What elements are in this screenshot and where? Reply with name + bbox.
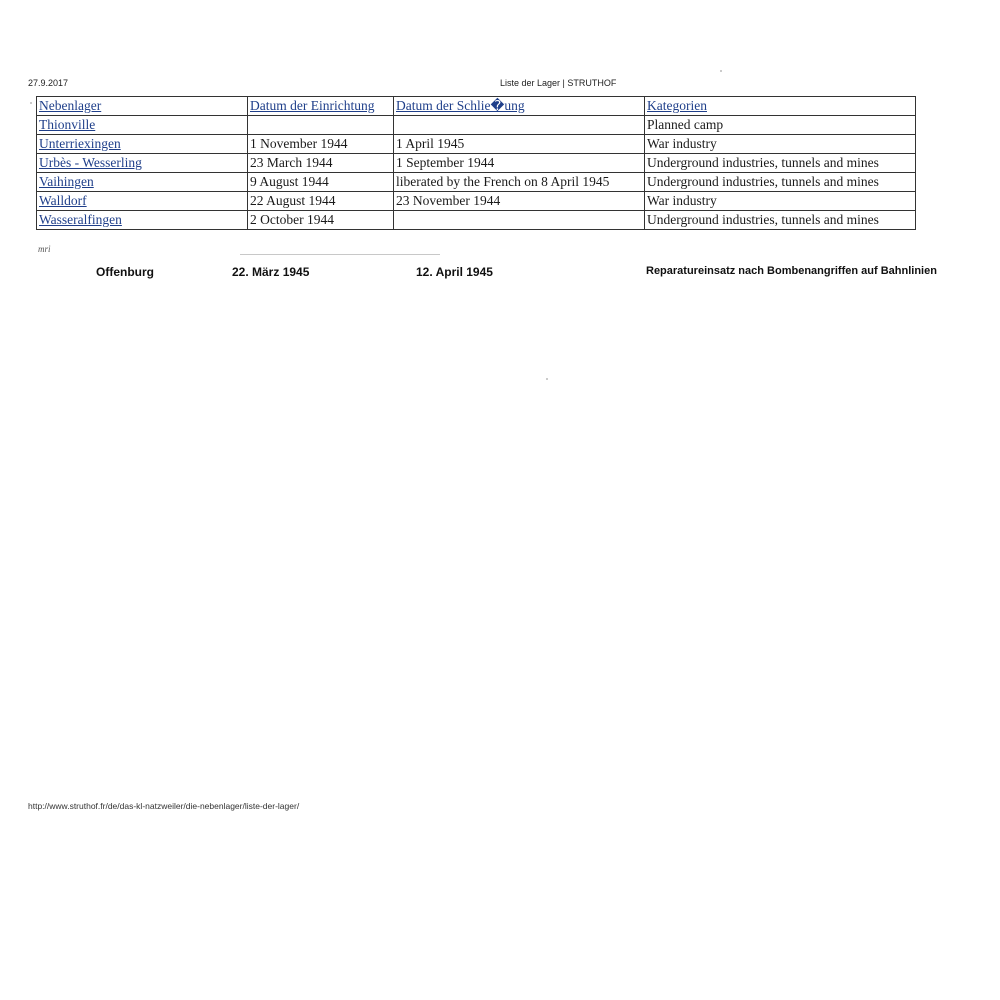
camp-name-link[interactable]: Thionville (37, 116, 248, 135)
table-row (37, 211, 916, 230)
closed-date (394, 116, 645, 135)
closed-date: liberated by the French on 8 April 1945 (394, 173, 645, 192)
scan-speck (546, 378, 548, 380)
table-row (37, 173, 916, 192)
appended-opened-date: 22. März 1945 (232, 265, 310, 279)
closed-date: 1 April 1945 (394, 135, 645, 154)
appended-closed-date: 12. April 1945 (416, 265, 493, 279)
table-row (37, 192, 916, 211)
appended-category: Reparatureinsatz nach Bombenangriffen auf Bahnlinien (646, 265, 937, 277)
table-header-row (37, 97, 916, 116)
subcamp-table (36, 96, 916, 230)
opened-date: 2 October 1944 (248, 211, 394, 230)
page-title: Liste der Lager | STRUTHOF (500, 78, 617, 88)
category: Underground industries, tunnels and mines (645, 173, 916, 192)
category: War industry (645, 192, 916, 211)
category: Planned camp (645, 116, 916, 135)
column-header-opened[interactable]: Datum der Einrichtung (248, 97, 394, 116)
table-row (37, 135, 916, 154)
table-row (37, 154, 916, 173)
table-row (37, 116, 916, 135)
camp-name-link[interactable]: Vaihingen (37, 173, 248, 192)
closed-date: 1 September 1944 (394, 154, 645, 173)
source-url: http://www.struthof.fr/de/das-kl-natzweiler/die-nebenlager/liste-der-lager/ (28, 801, 300, 811)
column-header-categories[interactable]: Kategorien (645, 97, 916, 116)
scan-speck (720, 70, 722, 72)
handwritten-scribble: mri (38, 244, 51, 254)
opened-date: 9 August 1944 (248, 173, 394, 192)
camp-name-link[interactable]: Walldorf (37, 192, 248, 211)
opened-date (248, 116, 394, 135)
opened-date: 22 August 1944 (248, 192, 394, 211)
closed-date (394, 211, 645, 230)
camp-name-link[interactable]: Unterriexingen (37, 135, 248, 154)
category: Underground industries, tunnels and mines (645, 211, 916, 230)
opened-date: 1 November 1944 (248, 135, 394, 154)
closed-date: 23 November 1944 (394, 192, 645, 211)
column-header-nebenlager[interactable]: Nebenlager (37, 97, 248, 116)
faint-divider (240, 254, 440, 255)
column-header-closed[interactable]: Datum der Schlie�ung (394, 97, 645, 116)
camp-name-link[interactable]: Wasseralfingen (37, 211, 248, 230)
category: War industry (645, 135, 916, 154)
print-date: 27.9.2017 (28, 78, 69, 88)
scan-speck (30, 102, 32, 104)
opened-date: 23 March 1944 (248, 154, 394, 173)
category: Underground industries, tunnels and mines (645, 154, 916, 173)
camp-name-link[interactable]: Urbès - Wesserling (37, 154, 248, 173)
appended-camp-name: Offenburg (96, 265, 154, 279)
